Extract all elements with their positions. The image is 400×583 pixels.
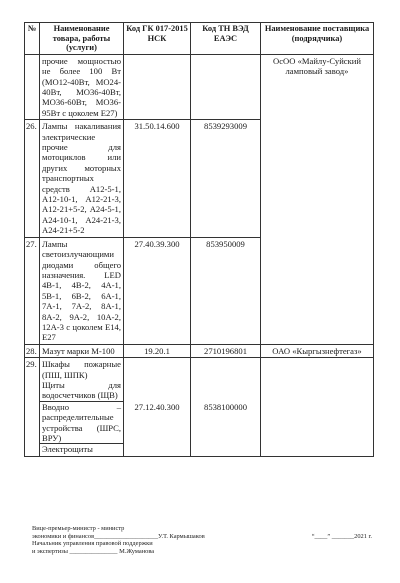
header-gk-code: Код ГК 017-2015 НСК (124, 23, 191, 55)
cell-tnved-code: 8539293009 (191, 120, 261, 237)
cell-tnved-code: 8538100000 (191, 358, 261, 457)
cell-name: Мазут марки М-100 (40, 344, 124, 357)
cell-supplier: ОсОО «Майлу-Суйский ламповый завод» (261, 54, 374, 344)
header-tnved-code: Код ТН ВЭД ЕАЭС (191, 23, 261, 55)
cell-num: 29. (25, 358, 40, 457)
header-supplier: Наименование поставщика (подрядчика) (261, 23, 374, 55)
cell-gk-code (124, 54, 191, 119)
cell-tnved-code (191, 54, 261, 119)
signer-name: экономики и финансов____________________У.Т. Кармышаков (32, 532, 205, 540)
cell-name: Лампы светоизлучающими диодами общего назначения. LED 4В-1, 4В-2, 4А-1, 5В-1, 6В-2, 6А-1, 7А-1, 7А-2, 8А-1, 8А-2, 9А-2, 10А-2, 12А-3 с цоколем Е14, Е27 (40, 237, 124, 344)
header-name: Наименование товара, работы (услуги) (40, 23, 124, 55)
cell-tnved-code: 2710196801 (191, 344, 261, 357)
name-part: Шкафы пожарные (ПШ, ШПК) (42, 359, 121, 380)
name-part: Щиты для водосчетчиков (ЩВ) (42, 379, 121, 401)
cell-num: 27. (25, 237, 40, 344)
cell-num: 26. (25, 120, 40, 237)
table-row-continued (25, 54, 374, 119)
goods-table (24, 22, 374, 457)
cell-gk-code: 19.20.1 (124, 344, 191, 357)
cell-name: Лампы накаливания электрические прочие для мотоциклов или других моторных транспортных средств А12-5-1, А12-10-1, А12-21-3, А12-21+5-2, А24-5-1, А24-10-1, А24-21-3, А24-21+5-2 (40, 120, 124, 237)
cell-gk-code: 27.12.40.300 (124, 358, 191, 457)
table-row (25, 344, 374, 357)
cell-name-group (40, 358, 124, 457)
cell-name: прочие мощностью не более 100 Вт (МО12-40Вт, МО24-40Вт, МО36-40Вт, МО36-60Вт, МО36-95Вт с цоколем Е27) (40, 54, 124, 119)
name-part: Электрощиты (40, 443, 123, 454)
cell-supplier (261, 358, 374, 457)
cell-gk-code: 27.40.39.300 (124, 237, 191, 344)
signature-block (32, 525, 372, 555)
cell-num (25, 54, 40, 119)
header-num: № (25, 23, 40, 55)
table-header-row (25, 23, 374, 55)
signature-date: “____” _______2021 г. (311, 532, 372, 540)
cell-tnved-code: 853950009 (191, 237, 261, 344)
approver-name: и экспертизы _______________ М.Жуманова (32, 547, 155, 555)
cell-gk-code: 31.50.14.600 (124, 120, 191, 237)
approver-title-line: Начальник управления правовой поддержки (32, 540, 153, 548)
cell-num: 28. (25, 344, 40, 357)
table-row (25, 358, 374, 457)
name-part: Вводно – распределительные устройства (ШРС, ВРУ) (42, 401, 121, 443)
cell-supplier: ОАО «Кыргызнефтегаз» (261, 344, 374, 357)
signer-row (32, 533, 372, 541)
signer-title-line: Вице-премьер-министр - министр (32, 525, 125, 532)
